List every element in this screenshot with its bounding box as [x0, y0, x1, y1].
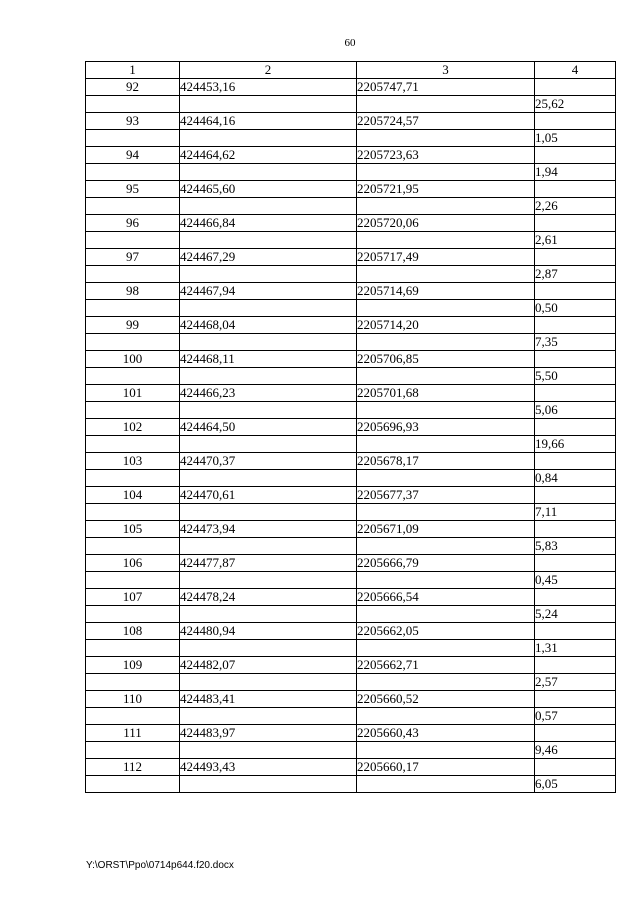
empty-cell: [86, 198, 180, 215]
empty-cell: [86, 640, 180, 657]
empty-cell: [535, 691, 616, 708]
empty-cell: [535, 657, 616, 674]
x-coordinate-cell: 424477,87: [180, 555, 357, 572]
empty-cell: [535, 555, 616, 572]
distance-cell: 5,06: [535, 402, 616, 419]
table-row: [86, 589, 616, 606]
distance-cell: 5,24: [535, 606, 616, 623]
distance-cell: 7,11: [535, 504, 616, 521]
y-coordinate-cell: 2205660,43: [357, 725, 535, 742]
y-coordinate-cell: 2205717,49: [357, 249, 535, 266]
table-row: [86, 657, 616, 674]
distance-row: [86, 742, 616, 759]
x-coordinate-cell: 424467,29: [180, 249, 357, 266]
point-number-cell: 107: [86, 589, 180, 606]
y-coordinate-cell: 2205666,79: [357, 555, 535, 572]
empty-cell: [535, 623, 616, 640]
page-number: 60: [344, 37, 356, 49]
file-path-footer: Y:\ORST\Ppo\0714p644.f20.docx: [86, 860, 234, 871]
y-coordinate-cell: 2205701,68: [357, 385, 535, 402]
distance-cell: 2,61: [535, 232, 616, 249]
distance-cell: 5,83: [535, 538, 616, 555]
empty-cell: [357, 708, 535, 725]
empty-cell: [180, 674, 357, 691]
empty-cell: [86, 368, 180, 385]
empty-cell: [180, 164, 357, 181]
x-coordinate-cell: 424466,84: [180, 215, 357, 232]
empty-cell: [535, 351, 616, 368]
point-number-cell: 102: [86, 419, 180, 436]
empty-cell: [180, 606, 357, 623]
x-coordinate-cell: 424464,62: [180, 147, 357, 164]
x-coordinate-cell: 424483,97: [180, 725, 357, 742]
empty-cell: [180, 572, 357, 589]
table-row: [86, 419, 616, 436]
distance-cell: 1,05: [535, 130, 616, 147]
empty-cell: [86, 708, 180, 725]
empty-cell: [180, 96, 357, 113]
table-row: [86, 113, 616, 130]
x-coordinate-cell: 424465,60: [180, 181, 357, 198]
empty-cell: [357, 130, 535, 147]
point-number-cell: 104: [86, 487, 180, 504]
table-row: [86, 725, 616, 742]
table-row: [86, 79, 616, 96]
distance-row: [86, 470, 616, 487]
point-number-cell: 110: [86, 691, 180, 708]
empty-cell: [535, 385, 616, 402]
point-number-cell: 92: [86, 79, 180, 96]
point-number-cell: 100: [86, 351, 180, 368]
point-number-cell: 109: [86, 657, 180, 674]
empty-cell: [535, 113, 616, 130]
empty-cell: [357, 674, 535, 691]
empty-cell: [535, 283, 616, 300]
distance-row: [86, 572, 616, 589]
empty-cell: [357, 232, 535, 249]
empty-cell: [535, 317, 616, 334]
distance-cell: 25,62: [535, 96, 616, 113]
empty-cell: [86, 436, 180, 453]
empty-cell: [86, 504, 180, 521]
empty-cell: [180, 368, 357, 385]
empty-cell: [86, 232, 180, 249]
empty-cell: [180, 470, 357, 487]
y-coordinate-cell: 2205696,93: [357, 419, 535, 436]
x-coordinate-cell: 424478,24: [180, 589, 357, 606]
distance-cell: 5,50: [535, 368, 616, 385]
table-row: [86, 317, 616, 334]
table-row: [86, 147, 616, 164]
table-row: [86, 351, 616, 368]
point-number-cell: 99: [86, 317, 180, 334]
empty-cell: [180, 776, 357, 793]
x-coordinate-cell: 424464,50: [180, 419, 357, 436]
empty-cell: [535, 147, 616, 164]
table-body: [86, 79, 616, 793]
distance-row: [86, 300, 616, 317]
empty-cell: [180, 130, 357, 147]
empty-cell: [86, 300, 180, 317]
y-coordinate-cell: 2205706,85: [357, 351, 535, 368]
x-coordinate-cell: 424467,94: [180, 283, 357, 300]
y-coordinate-cell: 2205660,52: [357, 691, 535, 708]
empty-cell: [535, 249, 616, 266]
empty-cell: [357, 164, 535, 181]
empty-cell: [180, 266, 357, 283]
point-number-cell: 101: [86, 385, 180, 402]
y-coordinate-cell: 2205723,63: [357, 147, 535, 164]
table-row: [86, 623, 616, 640]
distance-cell: 2,26: [535, 198, 616, 215]
empty-cell: [535, 215, 616, 232]
y-coordinate-cell: 2205662,71: [357, 657, 535, 674]
empty-cell: [535, 181, 616, 198]
point-number-cell: 106: [86, 555, 180, 572]
y-coordinate-cell: 2205678,17: [357, 453, 535, 470]
empty-cell: [357, 742, 535, 759]
distance-row: [86, 504, 616, 521]
point-number-cell: 105: [86, 521, 180, 538]
distance-cell: 1,31: [535, 640, 616, 657]
table-row: [86, 453, 616, 470]
distance-row: [86, 606, 616, 623]
table-row: [86, 385, 616, 402]
distance-row: [86, 776, 616, 793]
empty-cell: [180, 742, 357, 759]
empty-cell: [86, 164, 180, 181]
distance-row: [86, 674, 616, 691]
distance-row: [86, 266, 616, 283]
empty-cell: [535, 589, 616, 606]
distance-cell: 0,45: [535, 572, 616, 589]
x-coordinate-cell: 424453,16: [180, 79, 357, 96]
empty-cell: [535, 521, 616, 538]
distance-row: [86, 402, 616, 419]
empty-cell: [180, 640, 357, 657]
column-header-4: 4: [535, 62, 616, 79]
distance-row: [86, 232, 616, 249]
distance-cell: 6,05: [535, 776, 616, 793]
empty-cell: [535, 759, 616, 776]
table-row: [86, 215, 616, 232]
table-row: [86, 283, 616, 300]
table-row: [86, 181, 616, 198]
empty-cell: [357, 572, 535, 589]
empty-cell: [180, 232, 357, 249]
distance-row: [86, 538, 616, 555]
empty-cell: [86, 606, 180, 623]
distance-row: [86, 198, 616, 215]
empty-cell: [180, 198, 357, 215]
column-header-2: 2: [180, 62, 357, 79]
empty-cell: [86, 470, 180, 487]
empty-cell: [357, 266, 535, 283]
table-row: [86, 487, 616, 504]
point-number-cell: 108: [86, 623, 180, 640]
distance-row: [86, 334, 616, 351]
x-coordinate-cell: 424468,04: [180, 317, 357, 334]
y-coordinate-cell: 2205747,71: [357, 79, 535, 96]
empty-cell: [357, 334, 535, 351]
table-row: [86, 555, 616, 572]
empty-cell: [86, 266, 180, 283]
empty-cell: [86, 572, 180, 589]
distance-row: [86, 640, 616, 657]
x-coordinate-cell: 424493,43: [180, 759, 357, 776]
x-coordinate-cell: 424466,23: [180, 385, 357, 402]
empty-cell: [357, 436, 535, 453]
empty-cell: [86, 334, 180, 351]
empty-cell: [86, 674, 180, 691]
x-coordinate-cell: 424480,94: [180, 623, 357, 640]
empty-cell: [357, 96, 535, 113]
y-coordinate-cell: 2205677,37: [357, 487, 535, 504]
point-number-cell: 112: [86, 759, 180, 776]
x-coordinate-cell: 424464,16: [180, 113, 357, 130]
distance-cell: 7,35: [535, 334, 616, 351]
distance-cell: 9,46: [535, 742, 616, 759]
empty-cell: [535, 419, 616, 436]
y-coordinate-cell: 2205666,54: [357, 589, 535, 606]
y-coordinate-cell: 2205660,17: [357, 759, 535, 776]
empty-cell: [86, 538, 180, 555]
empty-cell: [86, 402, 180, 419]
empty-cell: [357, 776, 535, 793]
distance-row: [86, 436, 616, 453]
empty-cell: [357, 606, 535, 623]
empty-cell: [535, 725, 616, 742]
empty-cell: [180, 436, 357, 453]
empty-cell: [357, 640, 535, 657]
distance-cell: 19,66: [535, 436, 616, 453]
y-coordinate-cell: 2205714,69: [357, 283, 535, 300]
point-number-cell: 111: [86, 725, 180, 742]
empty-cell: [180, 538, 357, 555]
empty-cell: [357, 504, 535, 521]
point-number-cell: 93: [86, 113, 180, 130]
distance-cell: 0,84: [535, 470, 616, 487]
distance-row: [86, 130, 616, 147]
y-coordinate-cell: 2205671,09: [357, 521, 535, 538]
empty-cell: [535, 79, 616, 96]
empty-cell: [535, 453, 616, 470]
table-row: [86, 521, 616, 538]
empty-cell: [86, 742, 180, 759]
x-coordinate-cell: 424468,11: [180, 351, 357, 368]
empty-cell: [86, 96, 180, 113]
table-row: [86, 759, 616, 776]
table-header-row: [86, 62, 616, 79]
empty-cell: [180, 708, 357, 725]
y-coordinate-cell: 2205721,95: [357, 181, 535, 198]
y-coordinate-cell: 2205714,20: [357, 317, 535, 334]
empty-cell: [357, 368, 535, 385]
empty-cell: [357, 402, 535, 419]
column-header-3: 3: [357, 62, 535, 79]
distance-row: [86, 368, 616, 385]
empty-cell: [357, 538, 535, 555]
x-coordinate-cell: 424473,94: [180, 521, 357, 538]
y-coordinate-cell: 2205662,05: [357, 623, 535, 640]
distance-row: [86, 96, 616, 113]
empty-cell: [180, 334, 357, 351]
empty-cell: [535, 487, 616, 504]
y-coordinate-cell: 2205720,06: [357, 215, 535, 232]
empty-cell: [86, 776, 180, 793]
point-number-cell: 95: [86, 181, 180, 198]
point-number-cell: 94: [86, 147, 180, 164]
distance-row: [86, 708, 616, 725]
empty-cell: [180, 402, 357, 419]
empty-cell: [180, 504, 357, 521]
table-row: [86, 249, 616, 266]
x-coordinate-cell: 424482,07: [180, 657, 357, 674]
distance-cell: 1,94: [535, 164, 616, 181]
distance-cell: 0,57: [535, 708, 616, 725]
x-coordinate-cell: 424470,61: [180, 487, 357, 504]
point-number-cell: 96: [86, 215, 180, 232]
distance-row: [86, 164, 616, 181]
coordinates-table: [85, 61, 616, 793]
empty-cell: [357, 198, 535, 215]
distance-cell: 2,57: [535, 674, 616, 691]
table-row: [86, 691, 616, 708]
y-coordinate-cell: 2205724,57: [357, 113, 535, 130]
point-number-cell: 103: [86, 453, 180, 470]
empty-cell: [86, 130, 180, 147]
x-coordinate-cell: 424470,37: [180, 453, 357, 470]
distance-cell: 2,87: [535, 266, 616, 283]
point-number-cell: 98: [86, 283, 180, 300]
empty-cell: [180, 300, 357, 317]
column-header-1: 1: [86, 62, 180, 79]
empty-cell: [357, 470, 535, 487]
empty-cell: [357, 300, 535, 317]
point-number-cell: 97: [86, 249, 180, 266]
x-coordinate-cell: 424483,41: [180, 691, 357, 708]
distance-cell: 0,50: [535, 300, 616, 317]
